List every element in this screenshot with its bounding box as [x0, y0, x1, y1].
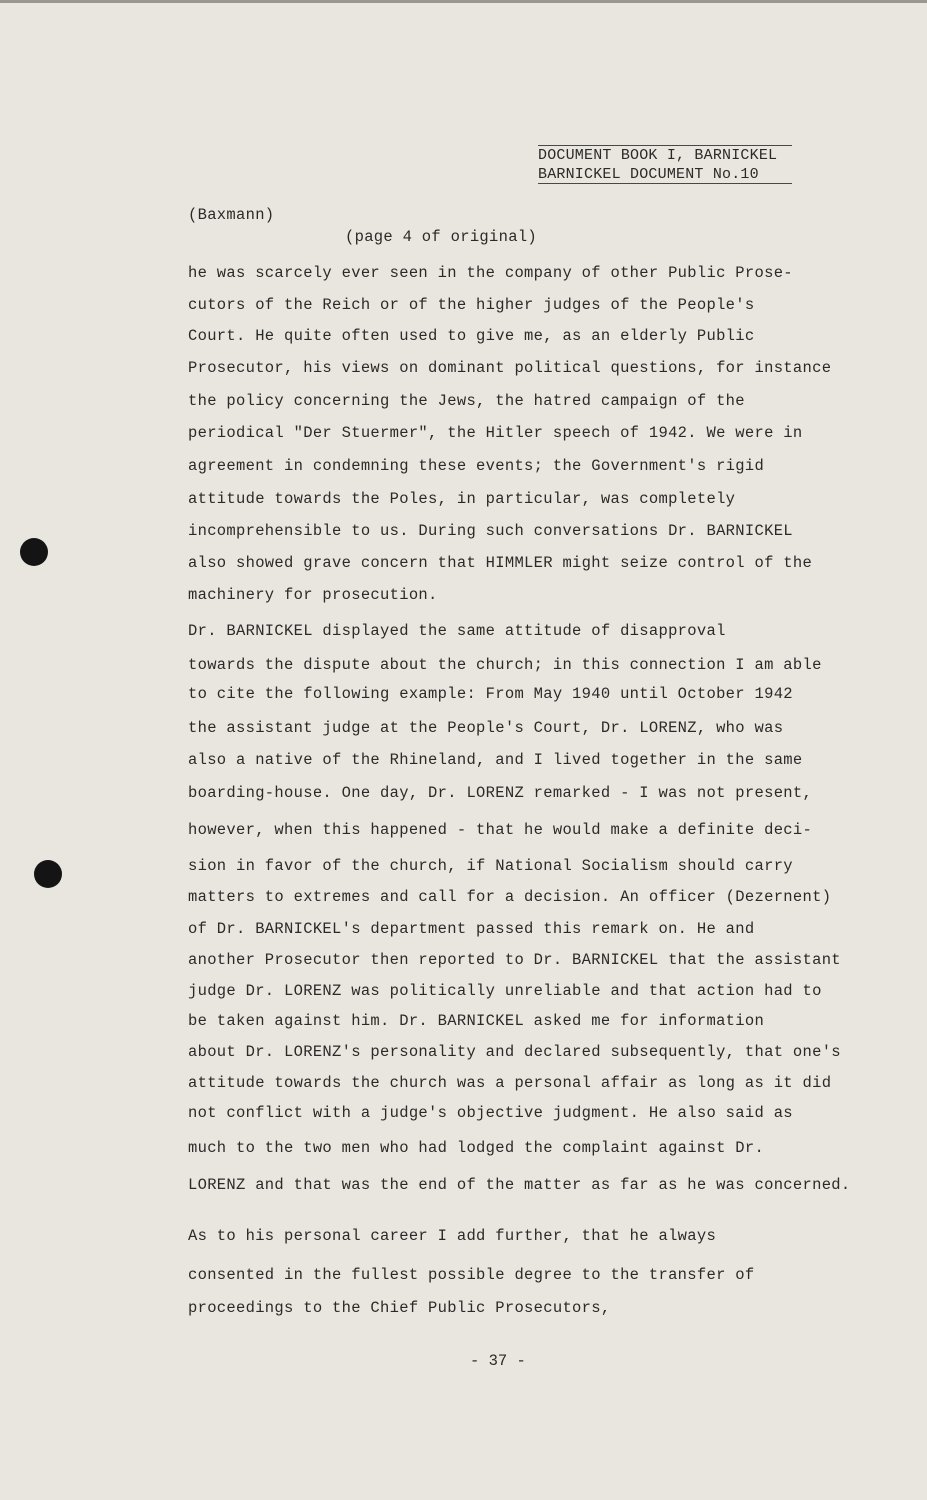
- body-line: the assistant judge at the People's Court, Dr. LORENZ, who was: [188, 719, 784, 737]
- body-line: of Dr. BARNICKEL's department passed this remark on. He and: [188, 920, 755, 938]
- body-line: Prosecutor, his views on dominant political questions, for instance: [188, 359, 832, 377]
- body-line: consented in the fullest possible degree to the transfer of: [188, 1266, 755, 1284]
- body-line: Court. He quite often used to give me, as an elderly Public: [188, 327, 755, 345]
- body-line: boarding-house. One day, Dr. LORENZ remarked - I was not present,: [188, 784, 813, 802]
- body-line: machinery for prosecution.: [188, 586, 438, 604]
- body-line: however, when this happened - that he would make a definite deci-: [188, 821, 813, 839]
- speaker-name: (Baxmann): [188, 206, 275, 224]
- document-header-line-1: DOCUMENT BOOK I, BARNICKEL: [538, 145, 792, 164]
- scan-edge: [0, 0, 927, 3]
- body-line: periodical "Der Stuermer", the Hitler speech of 1942. We were in: [188, 424, 803, 442]
- body-line: towards the dispute about the church; in this connection I am able: [188, 656, 822, 674]
- body-line: not conflict with a judge's objective judgment. He also said as: [188, 1104, 793, 1122]
- page-number: - 37 -: [470, 1352, 526, 1370]
- body-line: sion in favor of the church, if National Socialism should carry: [188, 857, 793, 875]
- body-line: incomprehensible to us. During such conversations Dr. BARNICKEL: [188, 522, 793, 540]
- body-line: the policy concerning the Jews, the hatred campaign of the: [188, 392, 745, 410]
- punch-hole-icon: [34, 860, 62, 888]
- body-line: judge Dr. LORENZ was politically unreliable and that action had to: [188, 982, 822, 1000]
- body-line: another Prosecutor then reported to Dr. BARNICKEL that the assistant: [188, 951, 841, 969]
- body-line: agreement in condemning these events; the Government's rigid: [188, 457, 765, 475]
- document-header-line-2: BARNICKEL DOCUMENT No.10: [538, 166, 792, 184]
- body-line: Dr. BARNICKEL displayed the same attitude of disapproval: [188, 622, 726, 640]
- body-line: proceedings to the Chief Public Prosecutors,: [188, 1299, 611, 1317]
- body-line: he was scarcely ever seen in the company of other Public Prose-: [188, 264, 793, 282]
- body-line: LORENZ and that was the end of the matter as far as he was concerned.: [188, 1176, 851, 1194]
- body-line: much to the two men who had lodged the complaint against Dr.: [188, 1139, 765, 1157]
- body-line: also showed grave concern that HIMMLER might seize control of the: [188, 554, 813, 572]
- page-reference: (page 4 of original): [345, 228, 538, 246]
- body-line: also a native of the Rhineland, and I lived together in the same: [188, 751, 803, 769]
- body-line: to cite the following example: From May 1940 until October 1942: [188, 685, 793, 703]
- body-line: attitude towards the church was a personal affair as long as it did: [188, 1074, 832, 1092]
- body-line: be taken against him. Dr. BARNICKEL asked me for information: [188, 1012, 765, 1030]
- body-line: matters to extremes and call for a decision. An officer (Dezernent): [188, 888, 832, 906]
- body-line: As to his personal career I add further, that he always: [188, 1227, 717, 1245]
- body-line: about Dr. LORENZ's personality and declared subsequently, that one's: [188, 1043, 841, 1061]
- body-line: cutors of the Reich or of the higher judges of the People's: [188, 296, 755, 314]
- body-line: attitude towards the Poles, in particular, was completely: [188, 490, 736, 508]
- punch-hole-icon: [20, 538, 48, 566]
